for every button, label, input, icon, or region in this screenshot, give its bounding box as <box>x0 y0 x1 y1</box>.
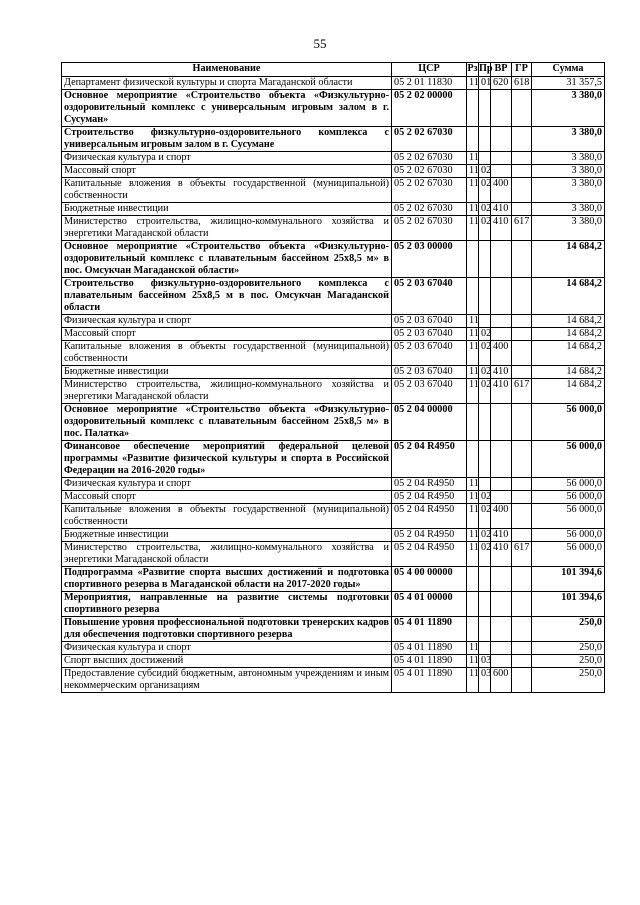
cell-rz <box>467 278 479 315</box>
cell-vr <box>491 90 512 127</box>
cell-vr: 410 <box>491 542 512 567</box>
cell-csr: 05 2 02 67030 <box>392 127 467 152</box>
table-row <box>62 491 605 504</box>
cell-rz: 11 <box>467 216 479 241</box>
cell-name: Строительство физкультурно-оздоровительного комплекса с плавательным бассейном 25х8,5 м в пос. Омсукчан Магаданской области <box>62 278 392 315</box>
cell-sum: 101 394,6 <box>532 592 605 617</box>
table-row <box>62 617 605 642</box>
cell-sum: 56 000,0 <box>532 542 605 567</box>
cell-rz: 11 <box>467 491 479 504</box>
cell-name: Министерство строительства, жилищно-коммунального хозяйства и энергетики Магаданской области <box>62 216 392 241</box>
cell-sum: 56 000,0 <box>532 504 605 529</box>
cell-vr <box>491 567 512 592</box>
cell-pr: 02 <box>479 328 491 341</box>
cell-csr: 05 2 04 R4950 <box>392 542 467 567</box>
table-row <box>62 642 605 655</box>
table-row <box>62 341 605 366</box>
cell-pr: 02 <box>479 542 491 567</box>
cell-rz: 11 <box>467 315 479 328</box>
cell-gr <box>512 165 532 178</box>
cell-csr: 05 4 01 11890 <box>392 668 467 693</box>
cell-rz: 11 <box>467 504 479 529</box>
cell-gr <box>512 655 532 668</box>
cell-vr <box>491 478 512 491</box>
cell-rz: 11 <box>467 152 479 165</box>
cell-vr: 400 <box>491 504 512 529</box>
cell-pr <box>479 315 491 328</box>
cell-gr <box>512 366 532 379</box>
cell-pr: 02 <box>479 165 491 178</box>
cell-gr <box>512 127 532 152</box>
cell-csr: 05 4 01 00000 <box>392 592 467 617</box>
cell-vr: 600 <box>491 668 512 693</box>
cell-vr <box>491 165 512 178</box>
cell-sum: 250,0 <box>532 642 605 655</box>
cell-vr <box>491 328 512 341</box>
cell-vr: 400 <box>491 341 512 366</box>
table-row <box>62 165 605 178</box>
cell-pr <box>479 642 491 655</box>
cell-csr: 05 2 02 00000 <box>392 90 467 127</box>
cell-rz: 11 <box>467 328 479 341</box>
table-body <box>62 77 605 693</box>
table-row <box>62 542 605 567</box>
cell-csr: 05 2 03 67040 <box>392 366 467 379</box>
cell-gr: 618 <box>512 77 532 90</box>
cell-csr: 05 2 03 67040 <box>392 315 467 328</box>
cell-pr: 02 <box>479 379 491 404</box>
header-csr: ЦСР <box>392 63 467 77</box>
cell-pr: 01 <box>479 77 491 90</box>
cell-rz: 11 <box>467 77 479 90</box>
cell-pr: 02 <box>479 341 491 366</box>
cell-vr <box>491 491 512 504</box>
cell-sum: 56 000,0 <box>532 529 605 542</box>
cell-sum: 3 380,0 <box>532 178 605 203</box>
table-row <box>62 529 605 542</box>
cell-vr <box>491 655 512 668</box>
cell-sum: 31 357,5 <box>532 77 605 90</box>
table-row <box>62 478 605 491</box>
cell-sum: 56 000,0 <box>532 404 605 441</box>
cell-rz <box>467 241 479 278</box>
cell-csr: 05 2 02 67030 <box>392 203 467 216</box>
cell-gr: 617 <box>512 542 532 567</box>
cell-rz <box>467 127 479 152</box>
table-row <box>62 504 605 529</box>
cell-sum: 56 000,0 <box>532 478 605 491</box>
cell-sum: 250,0 <box>532 617 605 642</box>
cell-sum: 14 684,2 <box>532 315 605 328</box>
cell-sum: 14 684,2 <box>532 366 605 379</box>
cell-gr <box>512 203 532 216</box>
cell-name: Предоставление субсидий бюджетным, автономным учреждениям и иным некоммерческим организациям <box>62 668 392 693</box>
cell-gr <box>512 90 532 127</box>
cell-rz: 11 <box>467 529 479 542</box>
cell-pr: 02 <box>479 216 491 241</box>
cell-name: Физическая культура и спорт <box>62 315 392 328</box>
cell-sum: 14 684,2 <box>532 278 605 315</box>
cell-vr: 620 <box>491 77 512 90</box>
cell-sum: 14 684,2 <box>532 328 605 341</box>
header-pr: Пр <box>479 63 491 77</box>
cell-name: Министерство строительства, жилищно-коммунального хозяйства и энергетики Магаданской области <box>62 379 392 404</box>
cell-rz <box>467 90 479 127</box>
table-row <box>62 668 605 693</box>
cell-sum: 3 380,0 <box>532 216 605 241</box>
cell-name: Физическая культура и спорт <box>62 642 392 655</box>
cell-rz: 11 <box>467 379 479 404</box>
cell-pr: 02 <box>479 504 491 529</box>
cell-pr: 02 <box>479 491 491 504</box>
cell-csr: 05 2 03 00000 <box>392 241 467 278</box>
cell-gr <box>512 315 532 328</box>
cell-csr: 05 2 01 11830 <box>392 77 467 90</box>
table-row <box>62 328 605 341</box>
cell-vr <box>491 278 512 315</box>
table-row <box>62 216 605 241</box>
cell-gr <box>512 529 532 542</box>
header-rz: Рз <box>467 63 479 77</box>
cell-csr: 05 2 02 67030 <box>392 178 467 203</box>
cell-pr <box>479 404 491 441</box>
cell-name: Департамент физической культуры и спорта Магаданской области <box>62 77 392 90</box>
cell-pr <box>479 617 491 642</box>
cell-csr: 05 2 03 67040 <box>392 341 467 366</box>
cell-name: Капитальные вложения в объекты государственной (муниципальной) собственности <box>62 504 392 529</box>
cell-rz: 11 <box>467 366 479 379</box>
cell-gr <box>512 617 532 642</box>
cell-name: Массовый спорт <box>62 165 392 178</box>
table-row <box>62 567 605 592</box>
table-header-row <box>62 63 605 77</box>
cell-sum: 14 684,2 <box>532 241 605 278</box>
cell-name: Подпрограмма «Развитие спорта высших достижений и подготовка спортивного резерва в Магаданской области на 2017-2020 годы» <box>62 567 392 592</box>
cell-name: Мероприятия, направленные на развитие системы подготовки спортивного резерва <box>62 592 392 617</box>
budget-table <box>61 62 605 693</box>
cell-gr <box>512 504 532 529</box>
cell-gr <box>512 178 532 203</box>
cell-rz <box>467 617 479 642</box>
table-row <box>62 315 605 328</box>
cell-name: Капитальные вложения в объекты государственной (муниципальной) собственности <box>62 341 392 366</box>
table-row <box>62 178 605 203</box>
table-row <box>62 441 605 478</box>
cell-csr: 05 2 02 67030 <box>392 165 467 178</box>
cell-pr: 03 <box>479 668 491 693</box>
cell-vr <box>491 152 512 165</box>
cell-csr: 05 2 04 R4950 <box>392 491 467 504</box>
cell-rz: 11 <box>467 165 479 178</box>
cell-name: Повышение уровня профессиональной подготовки тренерских кадров для обеспечения подготовки спортивного резерва <box>62 617 392 642</box>
cell-pr: 02 <box>479 529 491 542</box>
cell-name: Массовый спорт <box>62 328 392 341</box>
table-row <box>62 404 605 441</box>
cell-rz <box>467 567 479 592</box>
cell-rz: 11 <box>467 341 479 366</box>
cell-rz: 11 <box>467 542 479 567</box>
cell-gr <box>512 152 532 165</box>
cell-csr: 05 2 03 67040 <box>392 328 467 341</box>
cell-name: Министерство строительства, жилищно-коммунального хозяйства и энергетики Магаданской области <box>62 542 392 567</box>
cell-pr <box>479 441 491 478</box>
cell-csr: 05 4 01 11890 <box>392 642 467 655</box>
cell-sum: 56 000,0 <box>532 441 605 478</box>
cell-csr: 05 2 02 67030 <box>392 216 467 241</box>
cell-pr: 02 <box>479 366 491 379</box>
cell-rz: 11 <box>467 178 479 203</box>
table-row <box>62 77 605 90</box>
table-row <box>62 655 605 668</box>
cell-sum: 250,0 <box>532 655 605 668</box>
cell-pr <box>479 567 491 592</box>
cell-sum: 14 684,2 <box>532 379 605 404</box>
cell-gr <box>512 441 532 478</box>
cell-csr: 05 2 04 R4950 <box>392 504 467 529</box>
cell-sum: 14 684,2 <box>532 341 605 366</box>
cell-csr: 05 2 02 67030 <box>392 152 467 165</box>
cell-sum: 3 380,0 <box>532 127 605 152</box>
table-row <box>62 241 605 278</box>
cell-rz: 11 <box>467 478 479 491</box>
cell-sum: 3 380,0 <box>532 152 605 165</box>
cell-name: Физическая культура и спорт <box>62 152 392 165</box>
cell-vr <box>491 127 512 152</box>
table-row <box>62 203 605 216</box>
cell-vr: 410 <box>491 366 512 379</box>
cell-csr: 05 2 04 R4950 <box>392 478 467 491</box>
cell-vr <box>491 617 512 642</box>
cell-rz: 11 <box>467 642 479 655</box>
cell-gr <box>512 592 532 617</box>
header-sum: Сумма <box>532 63 605 77</box>
cell-gr <box>512 404 532 441</box>
cell-csr: 05 4 00 00000 <box>392 567 467 592</box>
cell-name: Основное мероприятие «Строительство объекта «Физкультурно-оздоровительный комплекс с плавательным бассейном 25х8,5 м» в пос. Палатка» <box>62 404 392 441</box>
cell-gr <box>512 478 532 491</box>
cell-vr: 400 <box>491 178 512 203</box>
cell-gr <box>512 241 532 278</box>
cell-rz <box>467 404 479 441</box>
cell-vr <box>491 315 512 328</box>
cell-pr <box>479 127 491 152</box>
cell-gr <box>512 668 532 693</box>
cell-name: Бюджетные инвестиции <box>62 529 392 542</box>
cell-vr: 410 <box>491 529 512 542</box>
cell-sum: 3 380,0 <box>532 90 605 127</box>
cell-name: Бюджетные инвестиции <box>62 203 392 216</box>
cell-csr: 05 4 01 11890 <box>392 655 467 668</box>
table-row <box>62 379 605 404</box>
cell-name: Основное мероприятие «Строительство объекта «Физкультурно-оздоровительный комплекс с плавательным бассейном 25х8,5 м» в пос. Омсукчан Магаданской области» <box>62 241 392 278</box>
cell-csr: 05 2 04 R4950 <box>392 529 467 542</box>
cell-gr: 617 <box>512 379 532 404</box>
cell-rz: 11 <box>467 203 479 216</box>
table-row <box>62 127 605 152</box>
cell-pr: 02 <box>479 178 491 203</box>
table-row <box>62 366 605 379</box>
cell-gr <box>512 491 532 504</box>
table-row <box>62 592 605 617</box>
cell-pr <box>479 152 491 165</box>
cell-vr <box>491 241 512 278</box>
cell-gr <box>512 642 532 655</box>
cell-pr <box>479 592 491 617</box>
cell-csr: 05 2 04 R4950 <box>392 441 467 478</box>
cell-name: Капитальные вложения в объекты государственной (муниципальной) собственности <box>62 178 392 203</box>
cell-vr: 410 <box>491 216 512 241</box>
table-row <box>62 152 605 165</box>
cell-vr <box>491 441 512 478</box>
table-row <box>62 278 605 315</box>
cell-gr: 617 <box>512 216 532 241</box>
cell-name: Основное мероприятие «Строительство объекта «Физкультурно-оздоровительный комплекс с универсальным игровым залом в г. Сусуман» <box>62 90 392 127</box>
cell-csr: 05 2 03 67040 <box>392 278 467 315</box>
table-row <box>62 90 605 127</box>
cell-gr <box>512 567 532 592</box>
cell-sum: 3 380,0 <box>532 165 605 178</box>
cell-name: Финансовое обеспечение мероприятий федеральной целевой программы «Развитие физической культуры и спорта в Российской Федерации на 2016-2020 годы» <box>62 441 392 478</box>
cell-name: Спорт высших достижений <box>62 655 392 668</box>
header-gr: ГР <box>512 63 532 77</box>
cell-vr <box>491 404 512 441</box>
cell-rz: 11 <box>467 655 479 668</box>
cell-csr: 05 2 03 67040 <box>392 379 467 404</box>
cell-vr <box>491 592 512 617</box>
cell-gr <box>512 341 532 366</box>
cell-vr: 410 <box>491 203 512 216</box>
cell-sum: 3 380,0 <box>532 203 605 216</box>
cell-name: Строительство физкультурно-оздоровительного комплекса с универсальным игровым залом в г. Сусумане <box>62 127 392 152</box>
cell-rz: 11 <box>467 668 479 693</box>
cell-rz <box>467 441 479 478</box>
cell-rz <box>467 592 479 617</box>
cell-name: Бюджетные инвестиции <box>62 366 392 379</box>
cell-sum: 250,0 <box>532 668 605 693</box>
cell-pr <box>479 278 491 315</box>
cell-csr: 05 4 01 11890 <box>392 617 467 642</box>
cell-pr <box>479 241 491 278</box>
cell-sum: 101 394,6 <box>532 567 605 592</box>
cell-gr <box>512 328 532 341</box>
cell-name: Физическая культура и спорт <box>62 478 392 491</box>
cell-vr <box>491 642 512 655</box>
cell-pr: 03 <box>479 655 491 668</box>
cell-pr: 02 <box>479 203 491 216</box>
cell-gr <box>512 278 532 315</box>
cell-vr: 410 <box>491 379 512 404</box>
cell-pr <box>479 478 491 491</box>
cell-pr <box>479 90 491 127</box>
cell-sum: 56 000,0 <box>532 491 605 504</box>
cell-csr: 05 2 04 00000 <box>392 404 467 441</box>
header-vr: ВР <box>491 63 512 77</box>
page-number: 55 <box>313 36 327 51</box>
header-name: Наименование <box>62 63 392 77</box>
cell-name: Массовый спорт <box>62 491 392 504</box>
